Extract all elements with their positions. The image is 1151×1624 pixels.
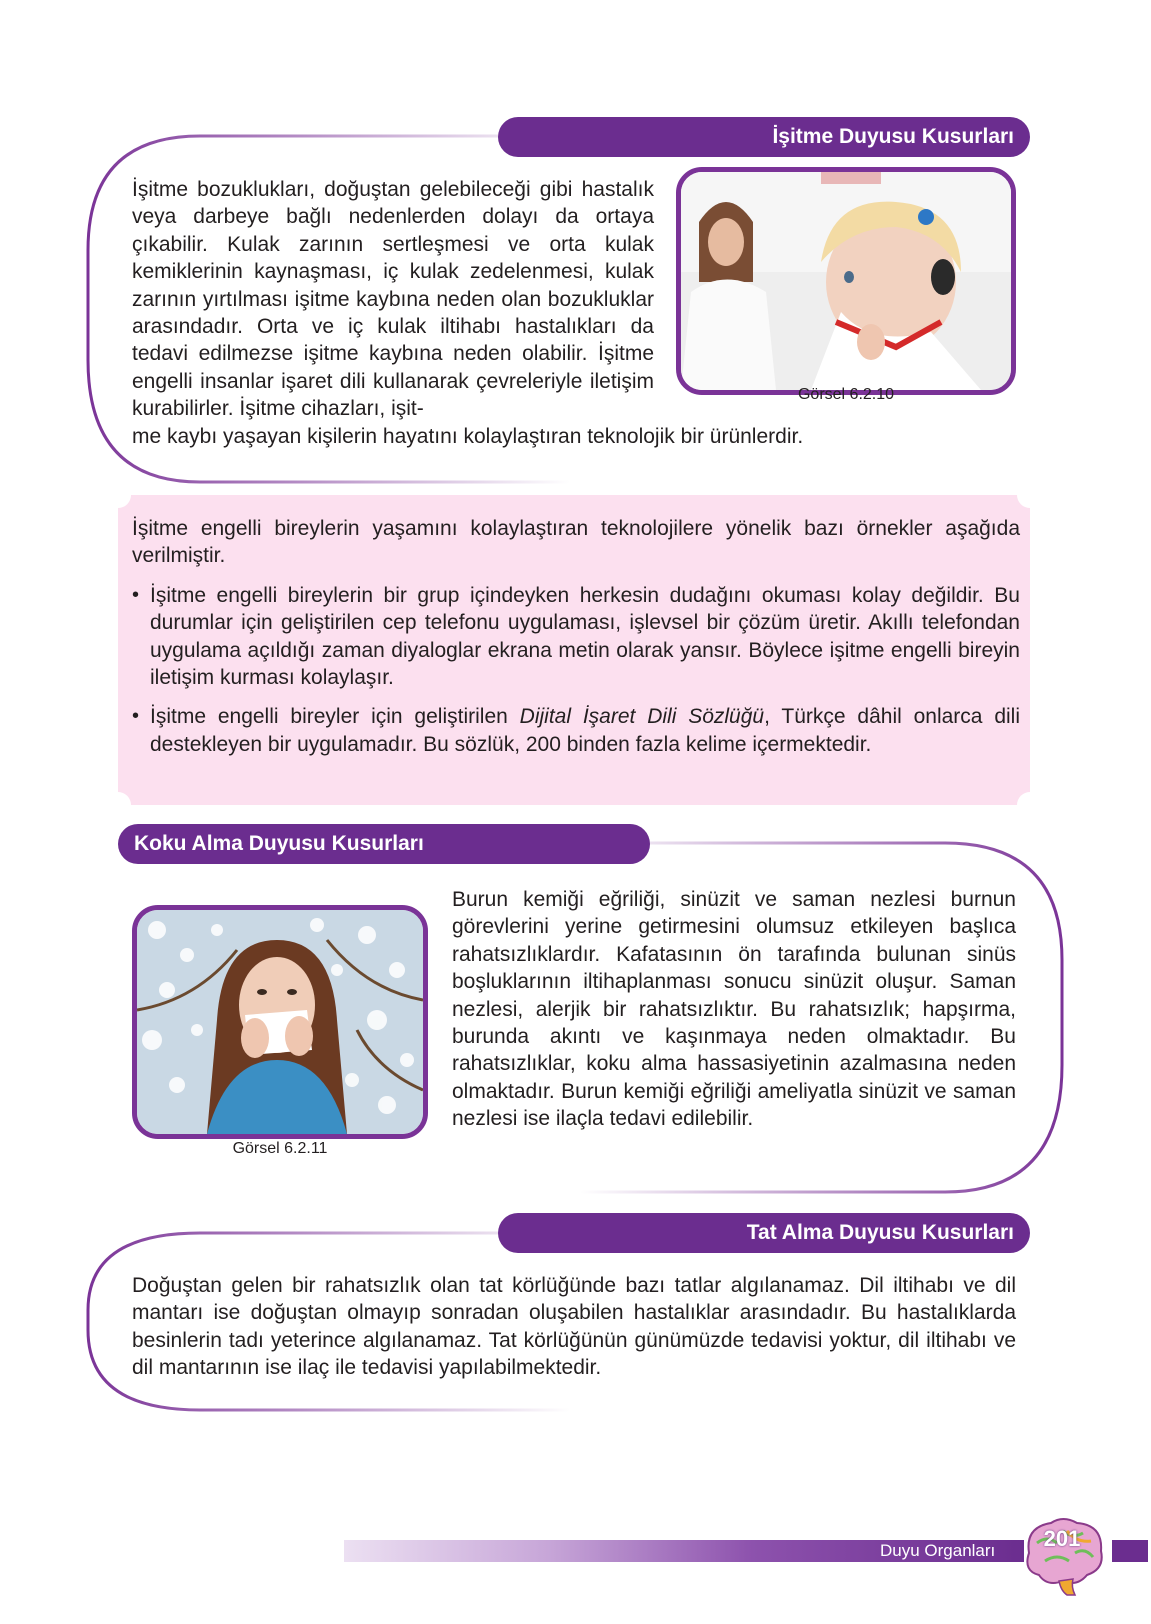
section3-text [132,1272,1016,1382]
footer-chapter-label: Duyu Organları [880,1541,996,1560]
bullet1-text: İşitme engelli bireylerin bir grup içindeyken herkesin dudağını okuması kolay değildir. Bu durumlar için geliştirilen cep telefonu uygulaması, işlevsel bir çözüm üretir. Akıllı telefondan uygulama açıldığı zaman diyaloglar ekrana metin olarak yansır. Böylece işitme engelli bireyin iletişim kurması kolaylaşır. [150,583,1020,690]
box-corner-notch [1017,482,1043,508]
bullet2-text-before: İşitme engelli bireyler için geliştirilen [150,705,520,729]
section1-text-last: me kaybı yaşayan kişilerin hayatını kolaylaştıran teknolojik bir ürünlerdir. [132,425,804,448]
page-number: 201 [1043,1526,1081,1551]
photo2-caption: Görsel 6.2.11 [232,1140,328,1157]
photo1-caption: Görsel 6.2.10 [797,386,895,403]
baby-hearing-aid-photo [676,167,1016,395]
footer-bar-tail [1112,1540,1148,1562]
section1-paragraph: İşitme bozuklukları, doğuştan gelebileceği gibi hastalık veya darbeye bağlı nedenlerden dolayı da ortaya çıkabilir. Kulak zarının sertleşmesi ve orta kulak kemiklerinin kaynaşması, iç kulak zedelenmesi, kulak zarının yırtılması işitme kaybına neden olan bozukluklar arasındadır. Orta ve iç kulak iltihabı hastalıkları da tedavi edilmezse işitme kaybına neden olabilir. İşitme engelli insanlar işaret dili kullanarak çevreleriyle iletişim kurabilirler. İşitme cihazları, işit- [132,178,654,421]
info-box-list [132,582,1020,758]
baby-photo-illustration [681,172,1011,390]
bullet2-text-after: , Türkçe dâhil onlarca dili destekleyen bir uygulamadır. Bu sözlük, 200 binden fazla kelime içermektedir. [150,705,1020,756]
info-box-content [132,515,1020,758]
box-corner-notch [1017,792,1043,818]
section1-text [132,176,654,423]
section2-paragraph: Burun kemiği eğriliği, sinüzit ve saman nezlesi burnun görevlerini yerine getirmesini olumsuz etkileyen başlıca rahatsızlıklardır. Kafatasının ön tarafında bulunan sinüs boşluklarının iltihaplanması sonucu sinüzit oluşur. Saman nezlesi, alerjik bir rahatsızlıktır. Bu rahatsızlık; hapşırma, burunda akıntı ve kaşınmaya neden olmaktadır. Bu rahatsızlıklar, koku alma hassasiyetinin azalmasına neden olmaktadır. Burun kemiği eğriliği ameliyatla sinüzit ve saman nezlesi ise ilaçla tedavi edilebilir. [452,888,1016,1131]
woman-sneezing-photo [132,905,428,1139]
section2-heading: Koku Alma Duyusu Kusurları [118,824,650,864]
bullet2-italic-term: Dijital İşaret Dili Sözlüğü [519,705,765,729]
list-item [132,582,1020,692]
sneezing-photo-illustration [137,910,423,1134]
section1-heading: İşitme Duyusu Kusurları [498,117,1030,157]
list-item [132,703,1020,758]
box-corner-notch [105,482,131,508]
info-box-intro: İşitme engelli bireylerin yaşamını kolaylaştıran teknolojilere yönelik bazı örnekler aşağıda verilmiştir. [132,517,1020,568]
section3-heading: Tat Alma Duyusu Kusurları [498,1213,1030,1253]
section2-text [452,886,1016,1133]
section3-paragraph: Doğuştan gelen bir rahatsızlık olan tat körlüğünde bazı tatlar algılanamaz. Dil iltihabı ve dil mantarı ise doğuştan olmayıp sonradan oluşabilen hastalıklar arasındadır. Bu hastalıklarda besinlerin tadı yeterince algılanamaz. Tat körlüğünün günümüzde tedavisi yoktur, dil iltihabı ve dil mantarının ise ilaç ile tedavisi yapılabilmektedir. [132,1274,1016,1380]
box-corner-notch [105,792,131,818]
